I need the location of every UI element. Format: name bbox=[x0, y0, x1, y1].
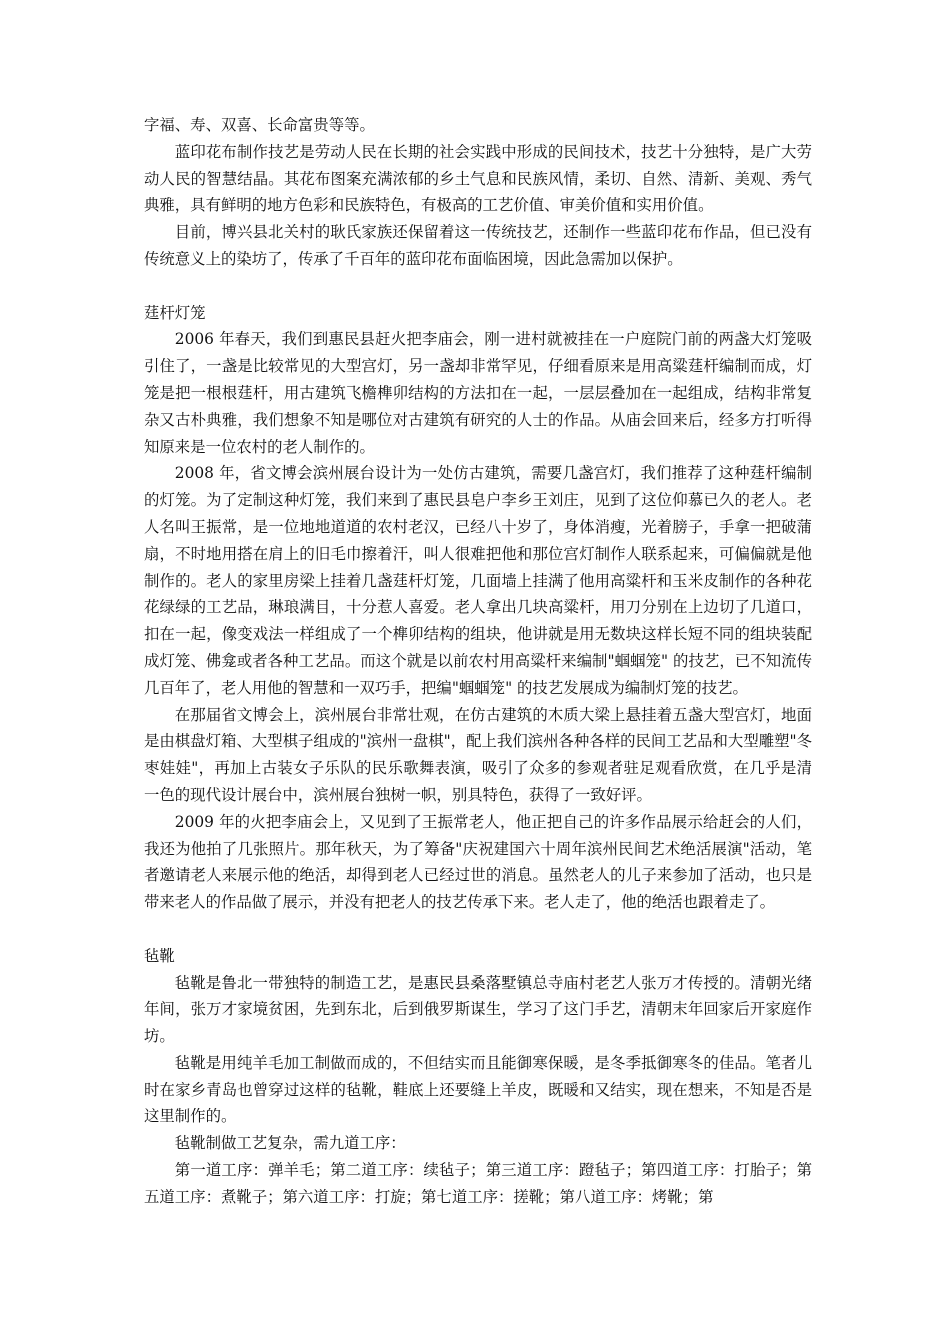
continuation-line: 字福、寿、双喜、长命富贵等等。 bbox=[144, 116, 375, 134]
document-page bbox=[144, 112, 812, 1211]
paragraph: 毡靴制做工艺复杂，需九道工序： bbox=[174, 1134, 406, 1153]
section-heading: 毡靴 bbox=[144, 946, 175, 965]
paragraph: 蓝印花布制作技艺是劳动人民在长期的社会实践中形成的民间技术，技艺十分独特，是广大劳动人民的智慧结晶。其花布图案充满浓郁的乡土气息和民族风情，柔切、自然、清新、美观、秀气典雅，具有鲜明的地方色彩和民族特色，有极高的工艺价值、审美价值和实用价值。 bbox=[144, 142, 812, 215]
paragraph: 第一道工序：弹羊毛；第二道工序：续毡子；第三道工序：蹬毡子；第四道工序：打胎子；第五道工序：煮靴子；第六道工序：打旋；第七道工序：搓靴；第八道工序：烤靴；第 bbox=[144, 1161, 812, 1206]
paragraph: 2006 年春天，我们到惠民县赶火把李庙会，刚一进村就被挂在一户庭院门前的两盏大灯笼吸引住了，一盏是比较常见的大型宫灯，另一盏却非常罕见，仔细看原来是用高粱莛杆编制而成，灯笼是把一根根莛杆，用古建筑飞檐榫卯结构的方法扣在一起，一层层叠加在一起组成，结构非常复杂又古朴典雅，我们想象不知是哪位对古建筑有研究的人士的作品。从庙会回来后，经多方打听得知原来是一位农村的老人制作的。 bbox=[144, 330, 812, 456]
paragraph: 2009 年的火把李庙会上，又见到了王振常老人，他正把自己的许多作品展示给赶会的人们，我还为他拍了几张照片。那年秋天，为了筹备"庆祝建国六十周年滨州民间艺术绝活展演"活动，笔者邀请老人来展示他的绝活，却得到老人已经过世的消息。虽然老人的儿子来参加了活动，也只是带来老人的作品做了展示，并没有把老人的技艺传承下来。老人走了，他的绝活也跟着走了。 bbox=[144, 812, 812, 912]
lantern-section bbox=[144, 300, 812, 916]
paragraph: 在那届省文博会上，滨州展台非常壮观，在仿古建筑的木质大梁上悬挂着五盏大型宫灯，地面是由棋盘灯箱、大型棋子组成的"滨州一盘棋"，配上我们滨州各种各样的民间工艺品和大型雕塑"冬枣娃娃"，再加上古装女子乐队的民乐歌舞表演，吸引了众多的参观者驻足观看欣赏，在几乎是清一色的现代设计展台中，滨州展台独树一帜，别具特色，获得了一致好评。 bbox=[144, 705, 812, 804]
paragraph: 毡靴是用纯羊毛加工制做而成的，不但结实而且能御寒保暖，是冬季抵御寒冬的佳品。笔者儿时在家乡青岛也曾穿过这样的毡靴，鞋底上还要缝上羊皮，既暖和又结实，现在想来，不知是否是这里制作的。 bbox=[144, 1053, 812, 1126]
section-heading: 莛杆灯笼 bbox=[144, 303, 206, 322]
boots-section bbox=[144, 943, 812, 1211]
paragraph: 毡靴是鲁北一带独特的制造工艺，是惠民县桑落墅镇总寺庙村老艺人张万才传授的。清朝光绪年间，张万才家境贫困，先到东北，后到俄罗斯谋生，学习了这门手艺，清朝末年回家后开家庭作坊。 bbox=[144, 973, 812, 1046]
intro-section bbox=[144, 112, 812, 273]
paragraph: 2008 年，省文博会滨州展台设计为一处仿古建筑，需要几盏宫灯，我们推荐了这种莛杆编制的灯笼。为了定制这种灯笼，我们来到了惠民县皂户李乡王刘庄，见到了这位仰慕已久的老人。老人名叫王振常，是一位地地道道的农村老汉，已经八十岁了，身体消瘦，光着膀子，手拿一把破蒲扇，不时地用搭在肩上的旧毛巾擦着汗，叫人很难把他和那位宫灯制作人联系起来，可偏偏就是他制作的。老人的家里房梁上挂着几盏莛杆灯笼，几面墙上挂满了他用高粱杆和玉米皮制作的各种花花绿绿的工艺品，琳琅满目，十分惹人喜爱。老人拿出几块高粱杆，用刀分别在上边切了几道口，扣在一起，像变戏法一样组成了一个榫卯结构的组块，他讲就是用无数块这样长短不同的组块装配成灯笼、佛龛或者各种工艺品。而这个就是以前农村用高粱杆来编制"蝈蝈笼" 的技艺，已不知流传几百年了，老人用他的智慧和一双巧手，把编"蝈蝈笼" 的技艺发展成为编制灯笼的技艺。 bbox=[144, 464, 812, 697]
paragraph: 目前，博兴县北关村的耿氏家族还保留着这一传统技艺，还制作一些蓝印花布作品，但已没有传统意义上的染坊了，传承了千百年的蓝印花布面临困境，因此急需加以保护。 bbox=[144, 223, 812, 268]
